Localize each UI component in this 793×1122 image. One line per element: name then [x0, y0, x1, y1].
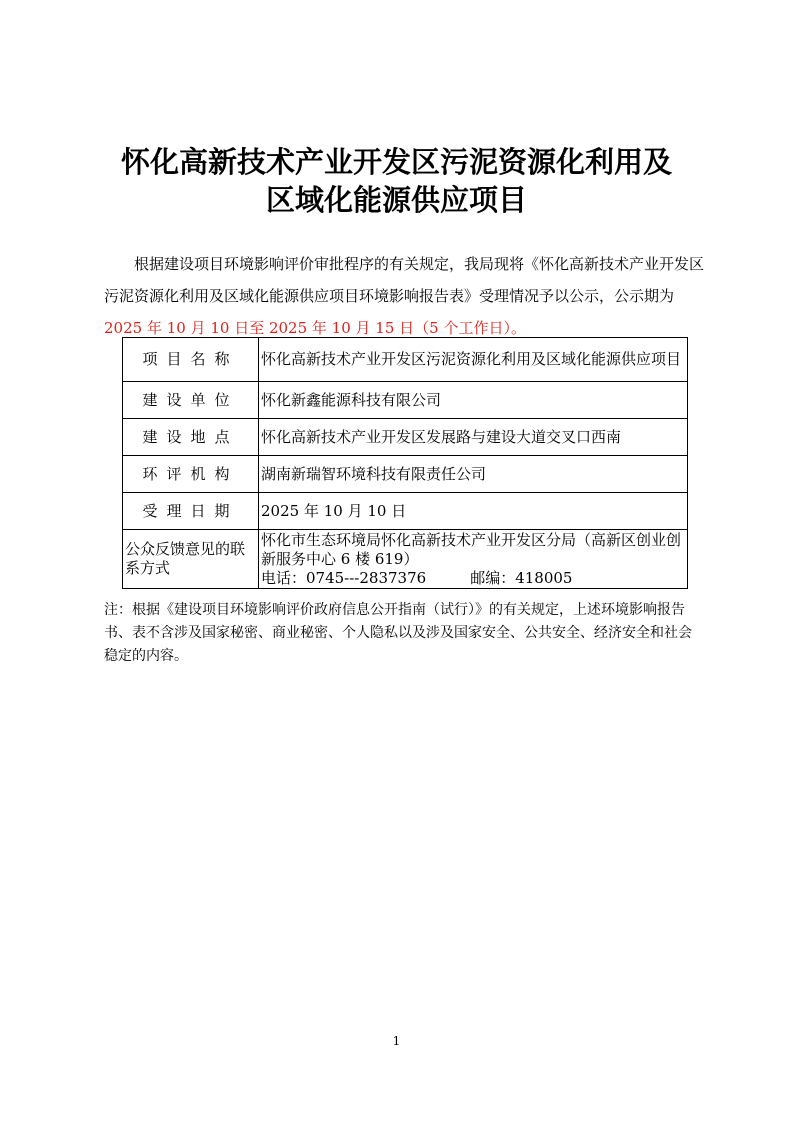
row-label-eia-agency: 环评机构	[123, 456, 259, 493]
row-value-project-name: 怀化高新技术产业开发区污泥资源化利用及区域化能源供应项目	[259, 338, 688, 382]
footnote: 注：根据《建设项目环境影响评价政府信息公开指南（试行）》的有关规定，上述环境影响报告书、表不含涉及国家秘密、商业秘密、个人隐私以及涉及国家安全、公共安全、经济安全和社会稳定的内容。	[104, 602, 692, 664]
intro-text: 根据建设项目环境影响评价审批程序的有关规定，我局现将《怀化高新技术产业开发区污泥资源化利用及区域化能源供应项目环境影响报告表》受理情况予以公示，公示期为	[104, 255, 705, 305]
row-label-acceptance-date: 受理日期	[123, 493, 259, 530]
table-row	[123, 493, 688, 530]
table-row	[123, 419, 688, 456]
intro-paragraph	[104, 248, 704, 344]
table-row	[123, 456, 688, 493]
contact-postcode: 邮编：418005	[470, 568, 573, 587]
document-title-line-2: 区域化能源供应项目	[265, 183, 527, 217]
table-row	[123, 382, 688, 419]
row-label-construction-unit: 建设单位	[123, 382, 259, 419]
row-value-eia-agency: 湖南新瑞智环境科技有限责任公司	[259, 456, 688, 493]
contact-phone: 电话：0745---2837376	[261, 568, 427, 587]
publicity-period: 2025 年 10 月 10 日至 2025 年 10 月 15 日（5 个工作日）。	[104, 319, 526, 337]
contact-organization: 怀化市生态环境局怀化高新技术产业开发区分局（高新区创业创新服务中心 6 楼 619）	[261, 530, 682, 568]
row-label-construction-site: 建设地点	[123, 419, 259, 456]
row-value-acceptance-date: 2025 年 10 月 10 日	[259, 493, 688, 530]
project-info-table	[122, 337, 688, 589]
row-value-feedback-contact	[259, 530, 688, 589]
document-title-line-1: 怀化高新技术产业开发区污泥资源化利用及	[120, 145, 672, 179]
row-value-construction-site: 怀化高新技术产业开发区发展路与建设大道交叉口西南	[259, 419, 688, 456]
table-row	[123, 530, 688, 589]
row-value-construction-unit: 怀化新鑫能源科技有限公司	[259, 382, 688, 419]
row-label-feedback-contact: 公众反馈意见的联系方式	[123, 530, 259, 589]
table-row	[123, 338, 688, 382]
page-number: 1	[392, 1034, 401, 1048]
row-label-project-name: 项目名称	[123, 338, 259, 382]
contact-phone-line	[261, 569, 687, 588]
